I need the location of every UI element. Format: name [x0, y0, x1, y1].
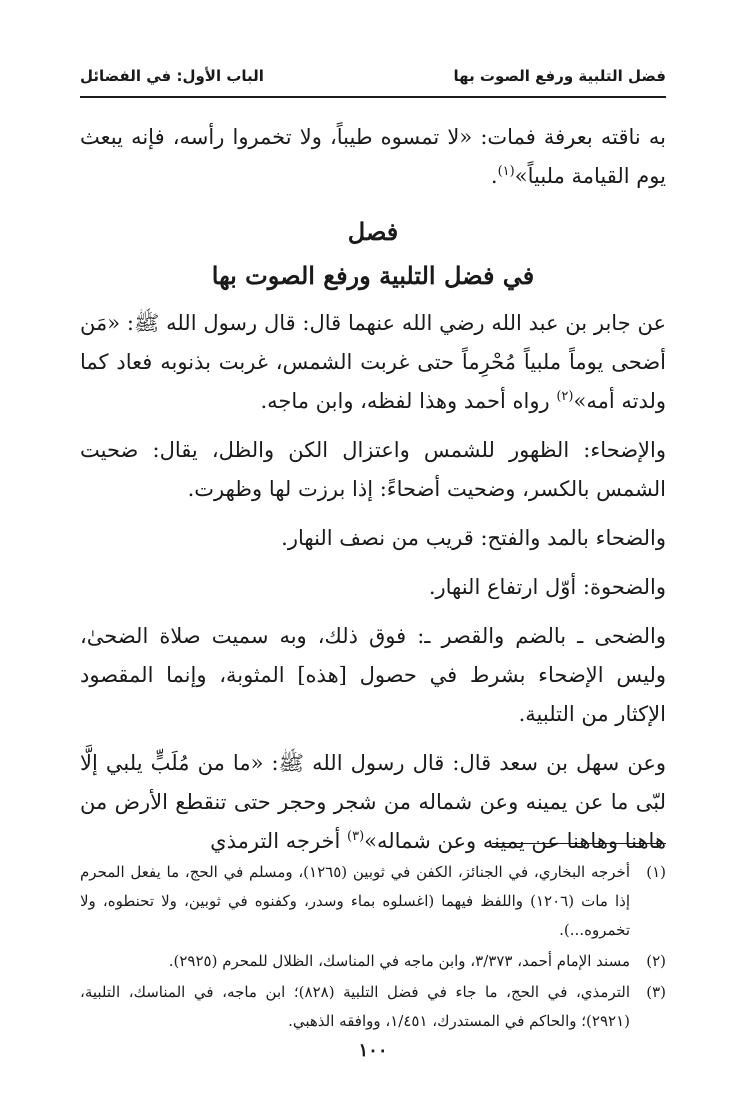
- footnote-number: (٣): [646, 983, 666, 1001]
- footnote-divider: [492, 843, 666, 844]
- idha-definition-paragraph: والإضحاء: الظهور للشمس واعتزال الكن والظل، يقال: ضحيت الشمس بالكسر، وضحيت أضحاءً: إذا برزت لها وظهرت.: [80, 438, 666, 501]
- footnote-ref-2: (٢): [556, 389, 574, 404]
- hadith-sahl-tail: أخرجه الترمذي: [210, 829, 348, 853]
- footnote-text: الترمذي، في الحج، ما جاء في فضل التلبية (٨٢٨)؛ ابن ماجه، في المناسك، التلبية، (٢٩٢١)؛ والحاكم في المستدرك، ١/٤٥١، ووافقه الذهبي.: [80, 983, 630, 1030]
- duha-prayer-paragraph: والضحى ـ بالضم والقصر ـ: فوق ذلك، وبه سميت صلاة الضحىٰ، وليس الإضحاء بشرط في حصول [هذه] المثوبة، وإنما المقصود الإكثار من التلبية.: [80, 624, 666, 726]
- header-divider: [80, 96, 666, 98]
- page-number: ١٠٠: [358, 1040, 388, 1061]
- hadith-jabir-text: عن جابر بن عبد الله رضي الله عنهما قال: قال رسول الله ﷺ: «مَن أضحى يوماً ملبياً مُحْرِماً حتى غربت الشمس، غربت بذنوبه فعاد كما ولدته أمه»: [80, 311, 666, 413]
- footnote-item: [80, 858, 666, 945]
- section-title: فصل: [347, 217, 399, 246]
- footnote-number: (٢): [646, 952, 666, 970]
- section-subtitle: في فضل التلبية ورفع الصوت بها: [211, 261, 535, 290]
- running-header: [80, 58, 666, 94]
- hadith-jabir-paragraph: [80, 304, 666, 421]
- footnote-ref-1: (١): [497, 164, 515, 179]
- duha-definition-paragraph: والضحاء بالمد والفتح: قريب من نصف النهار.: [281, 526, 666, 550]
- dahwa-definition-paragraph: والضحوة: أوّل ارتفاع النهار.: [428, 575, 666, 599]
- hadith-sahl-text: وعن سهل بن سعد قال: قال رسول الله ﷺ: «ما من مُلَبٍّ يلبي إلَّا لبّى ما عن يمينه وعن شماله من شجر وحجر حتى تنقطع الأرض من هاهنا وهاهنا عن يمينه وعن شماله»: [80, 751, 666, 853]
- footnote-text: مسند الإمام أحمد، ٣/٣٧٣، وابن ماجه في المناسك، الظلال للمحرم (٢٩٢٥).: [168, 952, 630, 970]
- intro-tail: .: [490, 164, 498, 188]
- main-text: [80, 118, 666, 871]
- footnote-text: أخرجه البخاري، في الجنائز، الكفن في ثوبين (١٢٦٥)، ومسلم في الحج، ما يفعل المحرم إذا مات (١٢٠٦) واللفظ فيهما (اغسلوه بماء وسدر، وكفنوه في ثوبين، ولا تحنطوه، ولا تخمروه...).: [80, 863, 630, 939]
- footnote-item: [80, 947, 666, 976]
- hadith-jabir-tail: رواه أحمد وهذا لفظه، وابن ماجه.: [260, 389, 557, 413]
- intro-text: به ناقته بعرفة فمات: «لا تمسوه طيباً، ولا تخمروا رأسه، فإنه يبعث يوم القيامة ملبياً»: [80, 125, 666, 188]
- intro-paragraph: [80, 118, 666, 196]
- header-part-title: الباب الأول: في الفضائل: [80, 67, 264, 85]
- footnotes: [80, 858, 666, 1038]
- footnote-ref-3: (٣): [347, 829, 365, 844]
- footnote-number: (١): [646, 863, 666, 881]
- header-chapter-section-title: فضل التلبية ورفع الصوت بها: [453, 67, 666, 85]
- footnote-item: [80, 978, 666, 1036]
